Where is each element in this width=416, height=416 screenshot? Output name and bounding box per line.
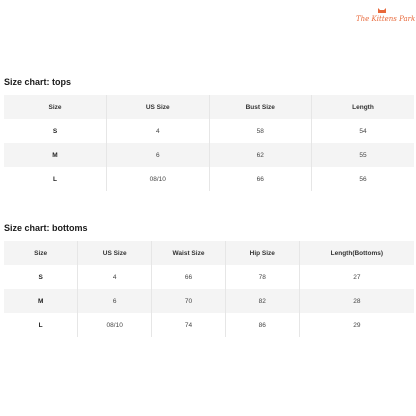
table-cell: 66 — [209, 167, 312, 191]
bottoms-size-table — [4, 241, 414, 337]
table-cell: 28 — [353, 297, 361, 305]
table-cell: 08/10 — [107, 167, 210, 191]
table-cell: 6 — [78, 289, 152, 313]
column-header: Waist Size — [152, 241, 226, 265]
table-cell: 29 — [353, 321, 361, 329]
table-cell: 4 — [107, 119, 210, 143]
column-header: Size — [4, 95, 107, 119]
table-cell: 55 — [359, 151, 367, 159]
table-cell: 74 — [152, 313, 226, 337]
table-header-row — [4, 95, 414, 119]
tops-size-table — [4, 95, 414, 191]
table-cell: L — [4, 313, 78, 337]
table-row — [4, 313, 414, 337]
table-cell: 78 — [225, 265, 299, 289]
table-cell: 70 — [152, 289, 226, 313]
tops-section-title: Size chart: tops — [4, 77, 72, 87]
table-cell: 86 — [225, 313, 299, 337]
bottoms-section-title: Size chart: bottoms — [4, 223, 88, 233]
table-cell: M — [4, 289, 78, 313]
column-header: US Size — [78, 241, 152, 265]
table-cell: M — [4, 143, 107, 167]
table-row — [4, 265, 414, 289]
table-row — [4, 119, 414, 143]
table-cell: 4 — [78, 265, 152, 289]
table-header-row — [4, 241, 414, 265]
table-cell: 66 — [152, 265, 226, 289]
brand-logo — [356, 6, 416, 28]
column-header: Size — [4, 241, 78, 265]
table-cell: S — [4, 265, 78, 289]
table-cell: 08/10 — [78, 313, 152, 337]
table-row — [4, 289, 414, 313]
column-header: Bust Size — [209, 95, 312, 119]
table-cell: 54 — [359, 127, 367, 135]
column-header: Length — [352, 103, 374, 111]
table-cell: 56 — [359, 175, 367, 183]
table-cell: 82 — [225, 289, 299, 313]
table-cell: 62 — [209, 143, 312, 167]
table-row — [4, 167, 414, 191]
table-row — [4, 143, 414, 167]
table-cell: L — [4, 167, 107, 191]
table-cell: 6 — [107, 143, 210, 167]
column-header: Hip Size — [225, 241, 299, 265]
table-cell: 27 — [353, 273, 361, 281]
table-cell: S — [4, 119, 107, 143]
column-header: Length(Bottoms) — [330, 249, 384, 257]
column-header: US Size — [107, 95, 210, 119]
table-cell: 58 — [209, 119, 312, 143]
cat-icon — [375, 6, 389, 14]
brand-name: The Kittens Park — [356, 15, 416, 23]
